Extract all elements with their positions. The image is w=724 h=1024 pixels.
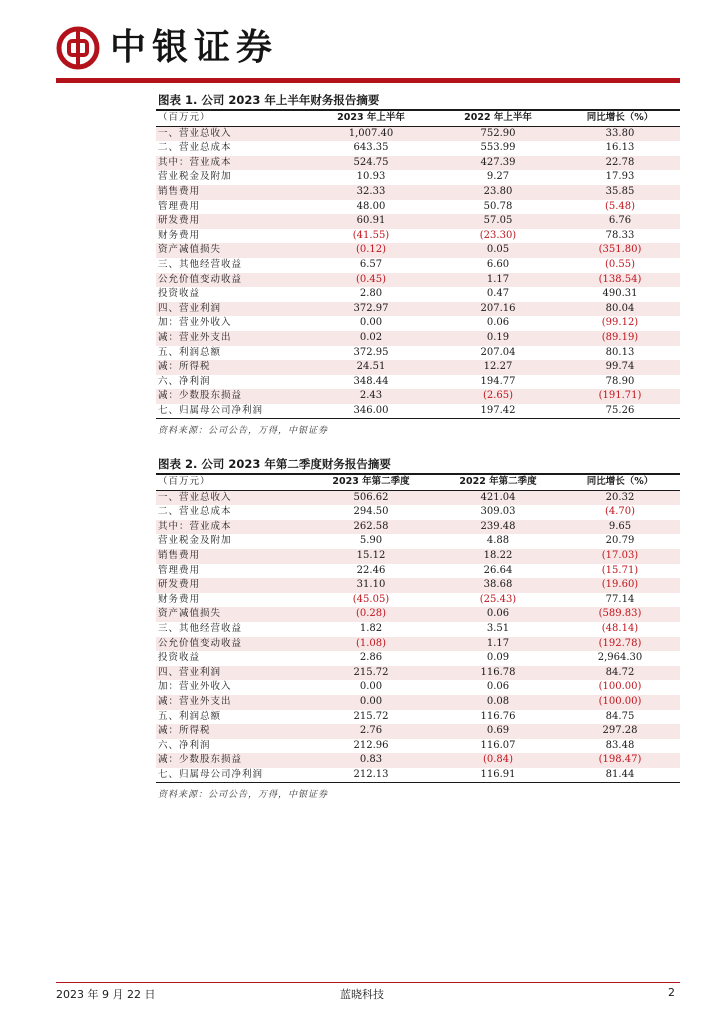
table-row	[156, 302, 680, 317]
table-row	[156, 578, 680, 593]
table1-col-yoy: 同比增长（%）	[586, 112, 654, 123]
table-row	[156, 680, 680, 695]
footer-date: 2023 年 9 月 22 日	[56, 988, 156, 1001]
cell-prior: 309.03	[480, 506, 516, 518]
cell-prior: 197.42	[480, 404, 516, 416]
row-label: 管理费用	[158, 200, 201, 212]
row-label: 三、其他经营收益	[158, 622, 243, 634]
table-row	[156, 622, 680, 637]
row-label: 二、营业总成本	[158, 142, 232, 154]
cell-yoy: 78.90	[605, 375, 635, 387]
table1-source: 资料来源：公司公告，万得，中银证券	[158, 426, 329, 437]
cell-current: 31.10	[356, 579, 386, 591]
cell-current: 215.72	[353, 666, 389, 678]
table-row	[156, 739, 680, 754]
cell-current: 10.93	[356, 171, 386, 183]
cell-current: 60.91	[356, 215, 386, 227]
cell-current: 2.80	[359, 288, 383, 300]
table2-col-2023q2: 2023 年第二季度	[332, 476, 410, 487]
table-row	[156, 229, 680, 244]
cell-prior: 116.76	[480, 710, 516, 722]
table-row	[156, 346, 680, 361]
table-row	[156, 273, 680, 288]
row-label: 营业税金及附加	[158, 535, 232, 547]
cell-current: 0.00	[359, 681, 383, 693]
table-row	[156, 651, 680, 666]
cell-prior: 57.05	[483, 215, 513, 227]
row-label: 减：营业外支出	[158, 695, 232, 707]
cell-yoy: 22.78	[605, 156, 635, 168]
cell-current: 346.00	[353, 404, 389, 416]
cell-current: 22.46	[356, 564, 386, 576]
cell-prior: 3.51	[486, 622, 510, 634]
table-row	[156, 156, 680, 171]
row-label: 减：少数股东损益	[158, 754, 243, 766]
cell-current: 1,007.40	[348, 127, 394, 139]
cell-prior: 116.91	[480, 768, 516, 780]
table-row	[156, 185, 680, 200]
cell-prior: 1.17	[486, 637, 510, 649]
cell-yoy: 75.26	[605, 404, 635, 416]
cell-prior: 12.27	[483, 361, 513, 373]
cell-yoy: 83.48	[605, 739, 635, 751]
table2-col-2022q2: 2022 年第二季度	[459, 476, 537, 487]
cell-prior: 1.17	[486, 273, 510, 285]
cell-prior: 0.06	[486, 608, 510, 620]
cell-yoy: 78.33	[605, 229, 635, 241]
cell-current: 506.62	[353, 491, 389, 503]
row-label: 资产减值损失	[158, 608, 222, 620]
cell-current: 294.50	[353, 506, 389, 518]
row-label: 销售费用	[158, 185, 201, 197]
row-label: 投资收益	[158, 288, 201, 300]
cell-current: 2.86	[359, 652, 383, 664]
row-label: 七、归属母公司净利润	[158, 404, 264, 416]
table-row	[156, 637, 680, 652]
cell-yoy: 2,964.30	[597, 652, 643, 664]
cell-prior: 9.27	[486, 171, 510, 183]
cell-prior: 0.08	[486, 695, 510, 707]
table1-col-2023h1: 2023 年上半年	[337, 112, 405, 123]
cell-yoy: 6.76	[608, 215, 632, 227]
table2-block	[156, 455, 680, 800]
cell-prior: 38.68	[483, 579, 513, 591]
row-label: 研发费用	[158, 579, 201, 591]
cell-prior: 0.69	[486, 725, 510, 737]
cell-prior: 421.04	[480, 491, 516, 503]
cell-yoy: (5.48)	[604, 200, 636, 212]
cell-current: 372.97	[353, 302, 389, 314]
cell-prior: 194.77	[480, 375, 516, 387]
row-label: 公允价值变动收益	[158, 273, 243, 285]
brand-name: 中银证券	[110, 27, 279, 68]
row-label: 投资收益	[158, 652, 201, 664]
row-label: 加：营业外收入	[158, 317, 232, 329]
cell-yoy: (198.47)	[598, 754, 642, 766]
cell-yoy: (48.14)	[601, 622, 639, 634]
cell-prior: 207.16	[480, 302, 516, 314]
table1-col-unit: （百万元）	[158, 112, 211, 123]
cell-prior: 18.22	[483, 549, 513, 561]
table-row	[156, 316, 680, 331]
table2-col-yoy: 同比增长（%）	[586, 476, 654, 487]
cell-current: 372.95	[353, 346, 389, 358]
row-label: 销售费用	[158, 549, 201, 561]
cell-prior: 23.80	[483, 185, 513, 197]
row-label: 减：所得税	[158, 361, 211, 373]
cell-prior: (25.43)	[479, 593, 517, 605]
cell-current: 215.72	[353, 710, 389, 722]
table-row	[156, 768, 680, 783]
row-label: 一、营业总收入	[158, 127, 232, 139]
footer-page-number: 2	[668, 986, 675, 999]
cell-yoy: 99.74	[605, 361, 635, 373]
table-row	[156, 375, 680, 390]
cell-prior: 0.09	[486, 652, 510, 664]
table-row	[156, 593, 680, 608]
cell-prior: 0.06	[486, 681, 510, 693]
cell-yoy: 84.75	[605, 710, 635, 722]
row-label: 其中：营业成本	[158, 520, 232, 532]
row-label: 加：营业外收入	[158, 681, 232, 693]
table2-header-row	[156, 475, 680, 490]
row-label: 六、净利润	[158, 739, 211, 751]
row-label: 四、营业利润	[158, 666, 222, 678]
cell-current: (0.28)	[355, 608, 387, 620]
cell-yoy: (0.55)	[604, 258, 636, 270]
table2-col-unit: （百万元）	[158, 476, 211, 487]
cell-yoy: (19.60)	[601, 579, 639, 591]
table-row	[156, 389, 680, 404]
table-row	[156, 710, 680, 725]
cell-yoy: 84.72	[605, 666, 635, 678]
bank-of-china-logo-icon	[56, 26, 100, 70]
cell-prior: 0.06	[486, 317, 510, 329]
cell-current: 0.83	[359, 754, 383, 766]
cell-yoy: (138.54)	[598, 273, 642, 285]
cell-prior: 752.90	[480, 127, 516, 139]
cell-prior: (2.65)	[482, 390, 514, 402]
cell-current: 643.35	[353, 142, 389, 154]
table-row	[156, 666, 680, 681]
cell-current: 0.02	[359, 331, 383, 343]
cell-yoy: (351.80)	[598, 244, 642, 256]
table-row	[156, 724, 680, 739]
table-row	[156, 200, 680, 215]
table-row	[156, 126, 680, 141]
cell-prior: 0.47	[486, 288, 510, 300]
cell-prior: 427.39	[480, 156, 516, 168]
table-row	[156, 170, 680, 185]
cell-current: 2.43	[359, 390, 383, 402]
row-label: 管理费用	[158, 564, 201, 576]
cell-prior: 239.48	[480, 520, 516, 532]
row-label: 三、其他经营收益	[158, 258, 243, 270]
table-row	[156, 520, 680, 535]
cell-yoy: 33.80	[605, 127, 635, 139]
cell-yoy: 297.28	[602, 725, 638, 737]
table1-col-2022h1: 2022 年上半年	[464, 112, 532, 123]
cell-prior: 0.05	[486, 244, 510, 256]
cell-yoy: (100.00)	[598, 695, 642, 707]
cell-current: (41.55)	[352, 229, 390, 241]
row-label: 资产减值损失	[158, 244, 222, 256]
table-row	[156, 695, 680, 710]
cell-current: 6.57	[359, 258, 383, 270]
cell-yoy: 490.31	[602, 288, 638, 300]
cell-current: (0.12)	[355, 244, 387, 256]
table2-source: 资料来源：公司公告，万得，中银证券	[158, 790, 329, 801]
table-row	[156, 258, 680, 273]
row-label: 研发费用	[158, 215, 201, 227]
cell-current: 24.51	[356, 361, 386, 373]
cell-current: 2.76	[359, 725, 383, 737]
cell-yoy: 35.85	[605, 185, 635, 197]
table-row	[156, 214, 680, 229]
cell-current: 5.90	[359, 535, 383, 547]
table-row	[156, 243, 680, 258]
cell-prior: (23.30)	[479, 229, 517, 241]
cell-yoy: (4.70)	[604, 506, 636, 518]
row-label: 公允价值变动收益	[158, 637, 243, 649]
cell-current: 262.58	[353, 520, 389, 532]
row-label: 其中：营业成本	[158, 156, 232, 168]
table2-title: 图表 2. 公司 2023 年第二季度财务报告摘要	[158, 457, 391, 471]
table-row	[156, 331, 680, 346]
table-row	[156, 360, 680, 375]
table1-header-row	[156, 111, 680, 126]
table1	[156, 111, 680, 419]
table-row	[156, 141, 680, 156]
cell-current: 212.13	[353, 768, 389, 780]
cell-current: (1.08)	[355, 637, 387, 649]
cell-prior: (0.84)	[482, 754, 514, 766]
row-label: 减：营业外支出	[158, 331, 232, 343]
cell-yoy: 80.04	[605, 302, 635, 314]
cell-yoy: (99.12)	[601, 317, 639, 329]
cell-prior: 116.07	[480, 739, 516, 751]
cell-yoy: 20.79	[605, 535, 635, 547]
page-header	[56, 26, 680, 76]
cell-current: 348.44	[353, 375, 389, 387]
row-label: 财务费用	[158, 229, 201, 241]
cell-current: 32.33	[356, 185, 386, 197]
cell-yoy: (89.19)	[601, 331, 639, 343]
row-label: 财务费用	[158, 593, 201, 605]
cell-yoy: 77.14	[605, 593, 635, 605]
cell-prior: 207.04	[480, 346, 516, 358]
cell-yoy: 17.93	[605, 171, 635, 183]
cell-prior: 6.60	[486, 258, 510, 270]
cell-current: (0.45)	[355, 273, 387, 285]
header-rule	[56, 78, 680, 83]
table-row	[156, 549, 680, 564]
cell-prior: 553.99	[480, 142, 516, 154]
cell-yoy: 9.65	[608, 520, 632, 532]
row-label: 减：少数股东损益	[158, 390, 243, 402]
cell-yoy: 81.44	[605, 768, 635, 780]
cell-current: 1.82	[359, 622, 383, 634]
table-row	[156, 404, 680, 419]
cell-yoy: (15.71)	[601, 564, 639, 576]
table-row	[156, 490, 680, 505]
table-row	[156, 505, 680, 520]
row-label: 四、营业利润	[158, 302, 222, 314]
cell-yoy: (589.83)	[598, 608, 642, 620]
table1-block	[156, 91, 680, 436]
cell-current: 0.00	[359, 695, 383, 707]
cell-current: 15.12	[356, 549, 386, 561]
row-label: 五、利润总额	[158, 346, 222, 358]
row-label: 七、归属母公司净利润	[158, 768, 264, 780]
row-label: 六、净利润	[158, 375, 211, 387]
cell-yoy: (191.71)	[598, 390, 642, 402]
cell-prior: 0.19	[486, 331, 510, 343]
table-row	[156, 564, 680, 579]
cell-yoy: (192.78)	[598, 637, 642, 649]
row-label: 一、营业总收入	[158, 491, 232, 503]
table-row	[156, 287, 680, 302]
cell-prior: 116.78	[480, 666, 516, 678]
footer-rule	[56, 982, 680, 983]
table-row	[156, 753, 680, 768]
cell-current: 524.75	[353, 156, 389, 168]
row-label: 二、营业总成本	[158, 506, 232, 518]
footer-company: 蓝晓科技	[340, 988, 384, 1001]
row-label: 减：所得税	[158, 725, 211, 737]
table-row	[156, 534, 680, 549]
table2	[156, 475, 680, 783]
table-row	[156, 607, 680, 622]
cell-current: 48.00	[356, 200, 386, 212]
cell-prior: 4.88	[486, 535, 510, 547]
table1-title: 图表 1. 公司 2023 年上半年财务报告摘要	[158, 93, 380, 107]
row-label: 五、利润总额	[158, 710, 222, 722]
cell-yoy: 16.13	[605, 142, 635, 154]
cell-current: (45.05)	[352, 593, 390, 605]
cell-prior: 26.64	[483, 564, 513, 576]
cell-prior: 50.78	[483, 200, 513, 212]
cell-current: 0.00	[359, 317, 383, 329]
cell-current: 212.96	[353, 739, 389, 751]
cell-yoy: (100.00)	[598, 681, 642, 693]
cell-yoy: (17.03)	[601, 549, 639, 561]
row-label: 营业税金及附加	[158, 171, 232, 183]
cell-yoy: 20.32	[605, 491, 635, 503]
cell-yoy: 80.13	[605, 346, 635, 358]
